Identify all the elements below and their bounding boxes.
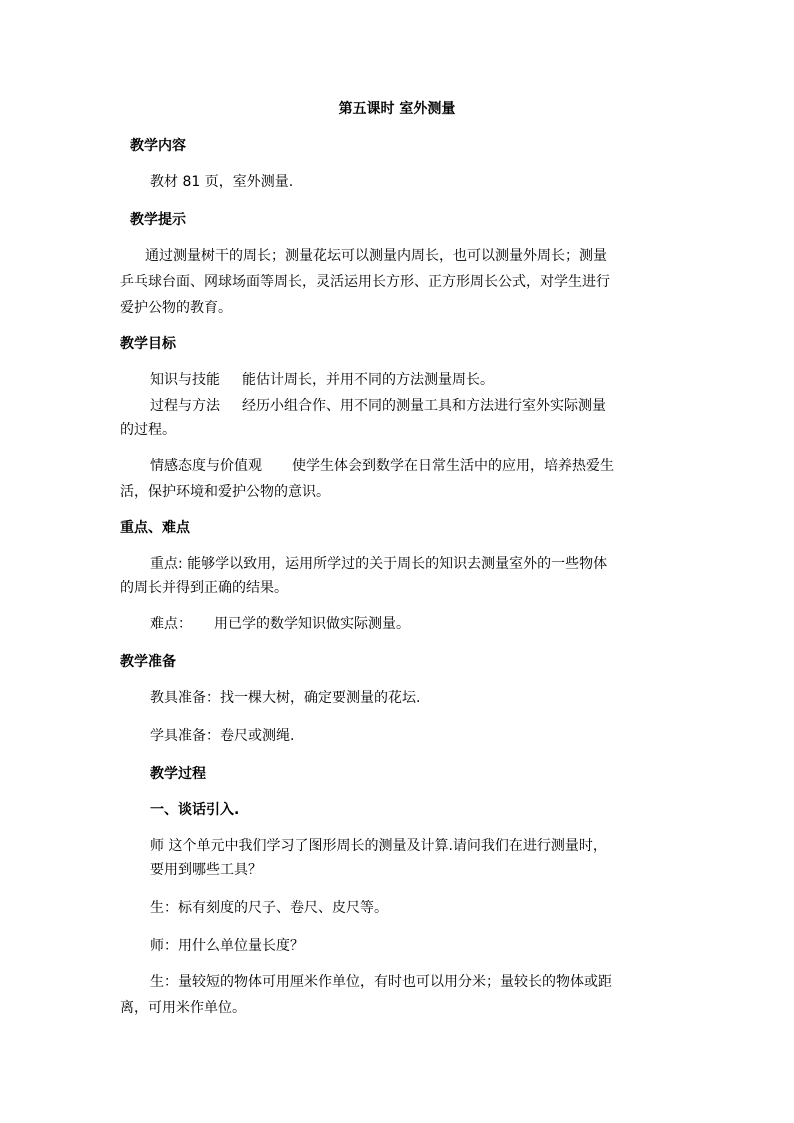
dialogue-line: 离，可用米作单位。 (120, 1000, 246, 1016)
dialogue-line: 师：用什么单位量长度？ (150, 938, 304, 954)
goal-text: 能估计周长，并用不同的方法测量周长。 (242, 372, 494, 388)
dialogue-line: 生：标有刻度的尺子、卷尺、皮尺等。 (150, 900, 388, 916)
key-point-line: 重点: 能够学以致用，运用所学过的关于周长的知识去测量室外的一些物体 (150, 556, 608, 572)
teaching-hint-line: 爱护公物的教育。 (120, 300, 232, 316)
dialogue-line: 师 这个单元中我们学习了图形周长的测量及计算.请问我们在进行测量时， (150, 838, 607, 854)
heading-process: 教学过程 (150, 766, 206, 782)
student-preparation: 学具准备：卷尺或测绳. (150, 728, 295, 744)
page-title: 第五课时 室外测量 (338, 101, 456, 117)
heading-teaching-content: 教学内容 (130, 138, 186, 154)
heading-teaching-goals: 教学目标 (120, 336, 176, 352)
goal-text-continued: 活，保护环境和爱护公物的意识。 (120, 484, 330, 500)
goal-attitude (150, 456, 614, 476)
goal-text: 经历小组合作、用不同的测量工具和方法进行室外实际测量 (242, 398, 606, 414)
difficulty-text: 用已学的数学知识做实际测量。 (214, 616, 410, 632)
goal-text-continued: 的过程。 (120, 422, 176, 438)
goal-label: 情感态度与价值观 (150, 458, 262, 474)
dialogue-line: 生：量较短的物体可用厘米作单位，有时也可以用分米；量较长的物体或距 (150, 974, 612, 990)
dialogue-line: 要用到哪些工具？ (150, 862, 262, 878)
process-step-1: 一、谈话引入. (150, 802, 240, 818)
key-point-line: 的周长并得到正确的结果。 (120, 580, 288, 596)
goal-label: 过程与方法 (150, 398, 220, 414)
teaching-content-text: 教材 81 页，室外测量. (150, 174, 294, 190)
heading-preparation: 教学准备 (120, 654, 176, 670)
goal-process (150, 396, 606, 416)
heading-teaching-hint: 教学提示 (130, 212, 186, 228)
teacher-preparation: 教具准备：找一棵大树，确定要测量的花坛. (150, 690, 421, 706)
difficulty-point (150, 614, 410, 634)
goal-label: 知识与技能 (150, 372, 220, 388)
teaching-hint-line: 乒乓球台面、网球场面等周长，灵活运用长方形、正方形周长公式，对学生进行 (120, 274, 610, 290)
teaching-hint-line: 通过测量树干的周长；测量花坛可以测量内周长，也可以测量外周长；测量 (145, 248, 607, 264)
heading-key-difficult: 重点、难点 (120, 520, 190, 536)
goal-knowledge (150, 370, 494, 390)
goal-text: 使学生体会到数学在日常生活中的应用，培养热爱生 (292, 458, 614, 474)
difficulty-label: 难点： (150, 616, 192, 632)
